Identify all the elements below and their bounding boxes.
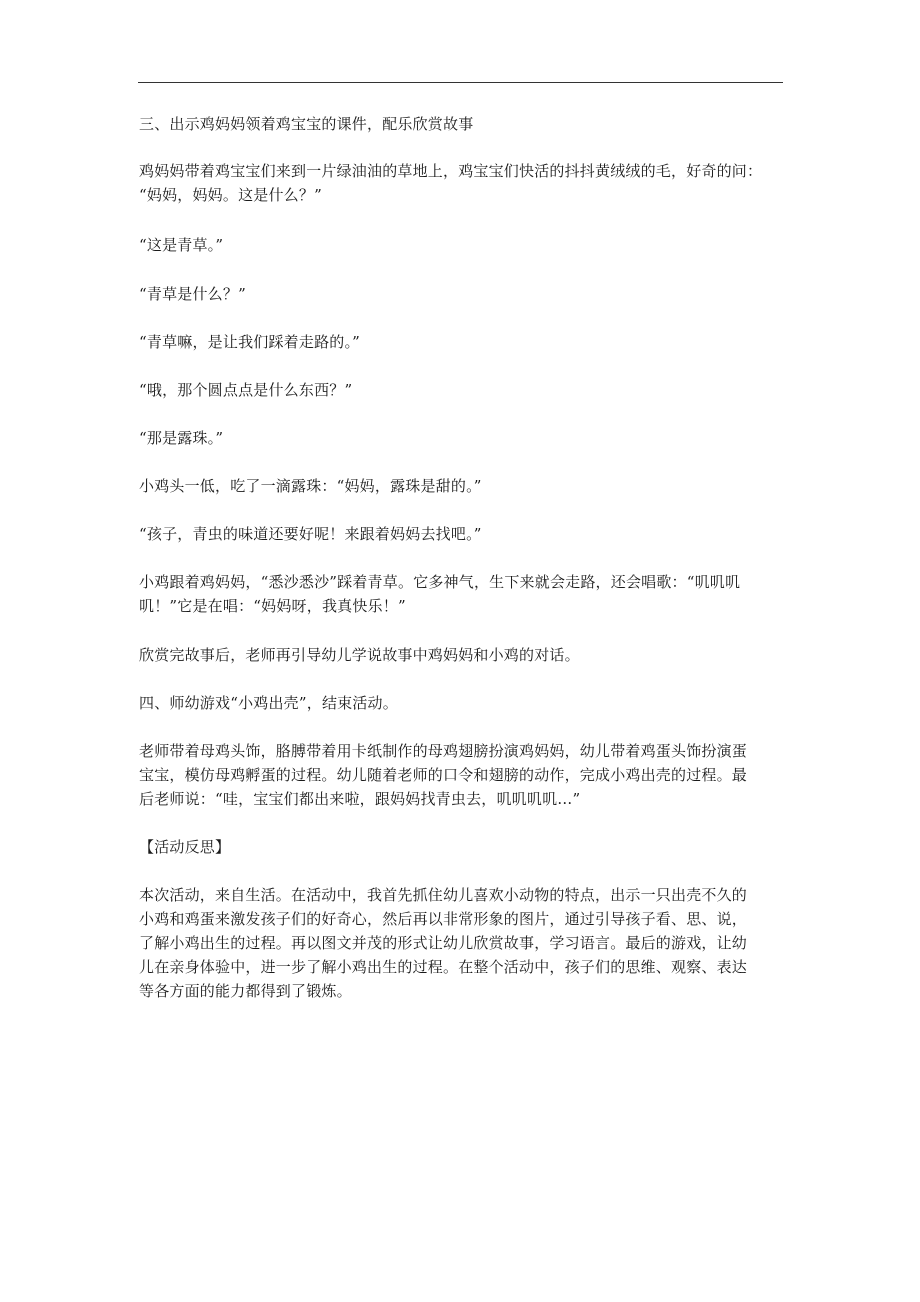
dialogue-line: “孩子，青虫的味道还要好呢！来跟着妈妈去找吧。” [139, 525, 482, 543]
after-story: 欣赏完故事后，老师再引导幼儿学说故事中鸡妈妈和小鸡的对话。 [139, 646, 580, 664]
dialogue-line: “青草嘛，是让我们踩着走路的。” [139, 333, 361, 351]
section-3-heading: 三、出示鸡妈妈领着鸡宝宝的课件，配乐欣赏故事 [139, 115, 474, 133]
reflection-body: 本次活动，来自生活。在活动中，我首先抓住幼儿喜欢小动物的特点，出示一只出壳不久的 小鸡和鸡蛋来激发孩子们的好奇心，然后再以非常形象的图片，通过引导孩子看、思、说， 了解小鸡出生的过程。再以图文并茂的形式让幼儿欣赏故事，学习语言。最后的游戏，让幼 儿在亲身体验中，进一步了解小鸡出生的过程。在整个活动中，孩子们的思维、观察、表达 等各方面的能力都得到了锻炼。 [139, 886, 748, 1000]
story-ending: 小鸡跟着鸡妈妈，“悉沙悉沙”踩着青草。它多神气，生下来就会走路，还会唱歌：“叽叽叽 叽！”它是在唱：“妈妈呀，我真快乐！” [139, 573, 741, 615]
story-intro: 鸡妈妈带着鸡宝宝们来到一片绿油油的草地上，鸡宝宝们快活的抖抖黄绒绒的毛，好奇的问： “妈妈，妈妈。这是什么？” [139, 162, 763, 204]
section-4-heading: 四、师幼游戏“小鸡出壳”，结束活动。 [139, 694, 398, 712]
dialogue-line: 小鸡头一低，吃了一滴露珠：“妈妈，露珠是甜的。” [139, 477, 482, 495]
reflection-heading: 【活动反思】 [139, 838, 231, 856]
dialogue-line: “这是青草。” [139, 236, 224, 254]
dialogue-line: “青草是什么？” [139, 285, 246, 303]
game-description: 老师带着母鸡头饰，胳膊带着用卡纸制作的母鸡翅膀扮演鸡妈妈，幼儿带着鸡蛋头饰扮演蛋 宝宝，模仿母鸡孵蛋的过程。幼儿随着老师的口令和翅膀的动作，完成小鸡出壳的过程。最 后老师说：“哇，宝宝们都出来啦，跟妈妈找青虫去，叽叽叽叽…” [139, 742, 748, 808]
header-rule [138, 82, 783, 83]
dialogue-line: “那是露珠。” [139, 429, 224, 447]
dialogue-line: “哦，那个圆点点是什么东西？” [139, 381, 353, 399]
